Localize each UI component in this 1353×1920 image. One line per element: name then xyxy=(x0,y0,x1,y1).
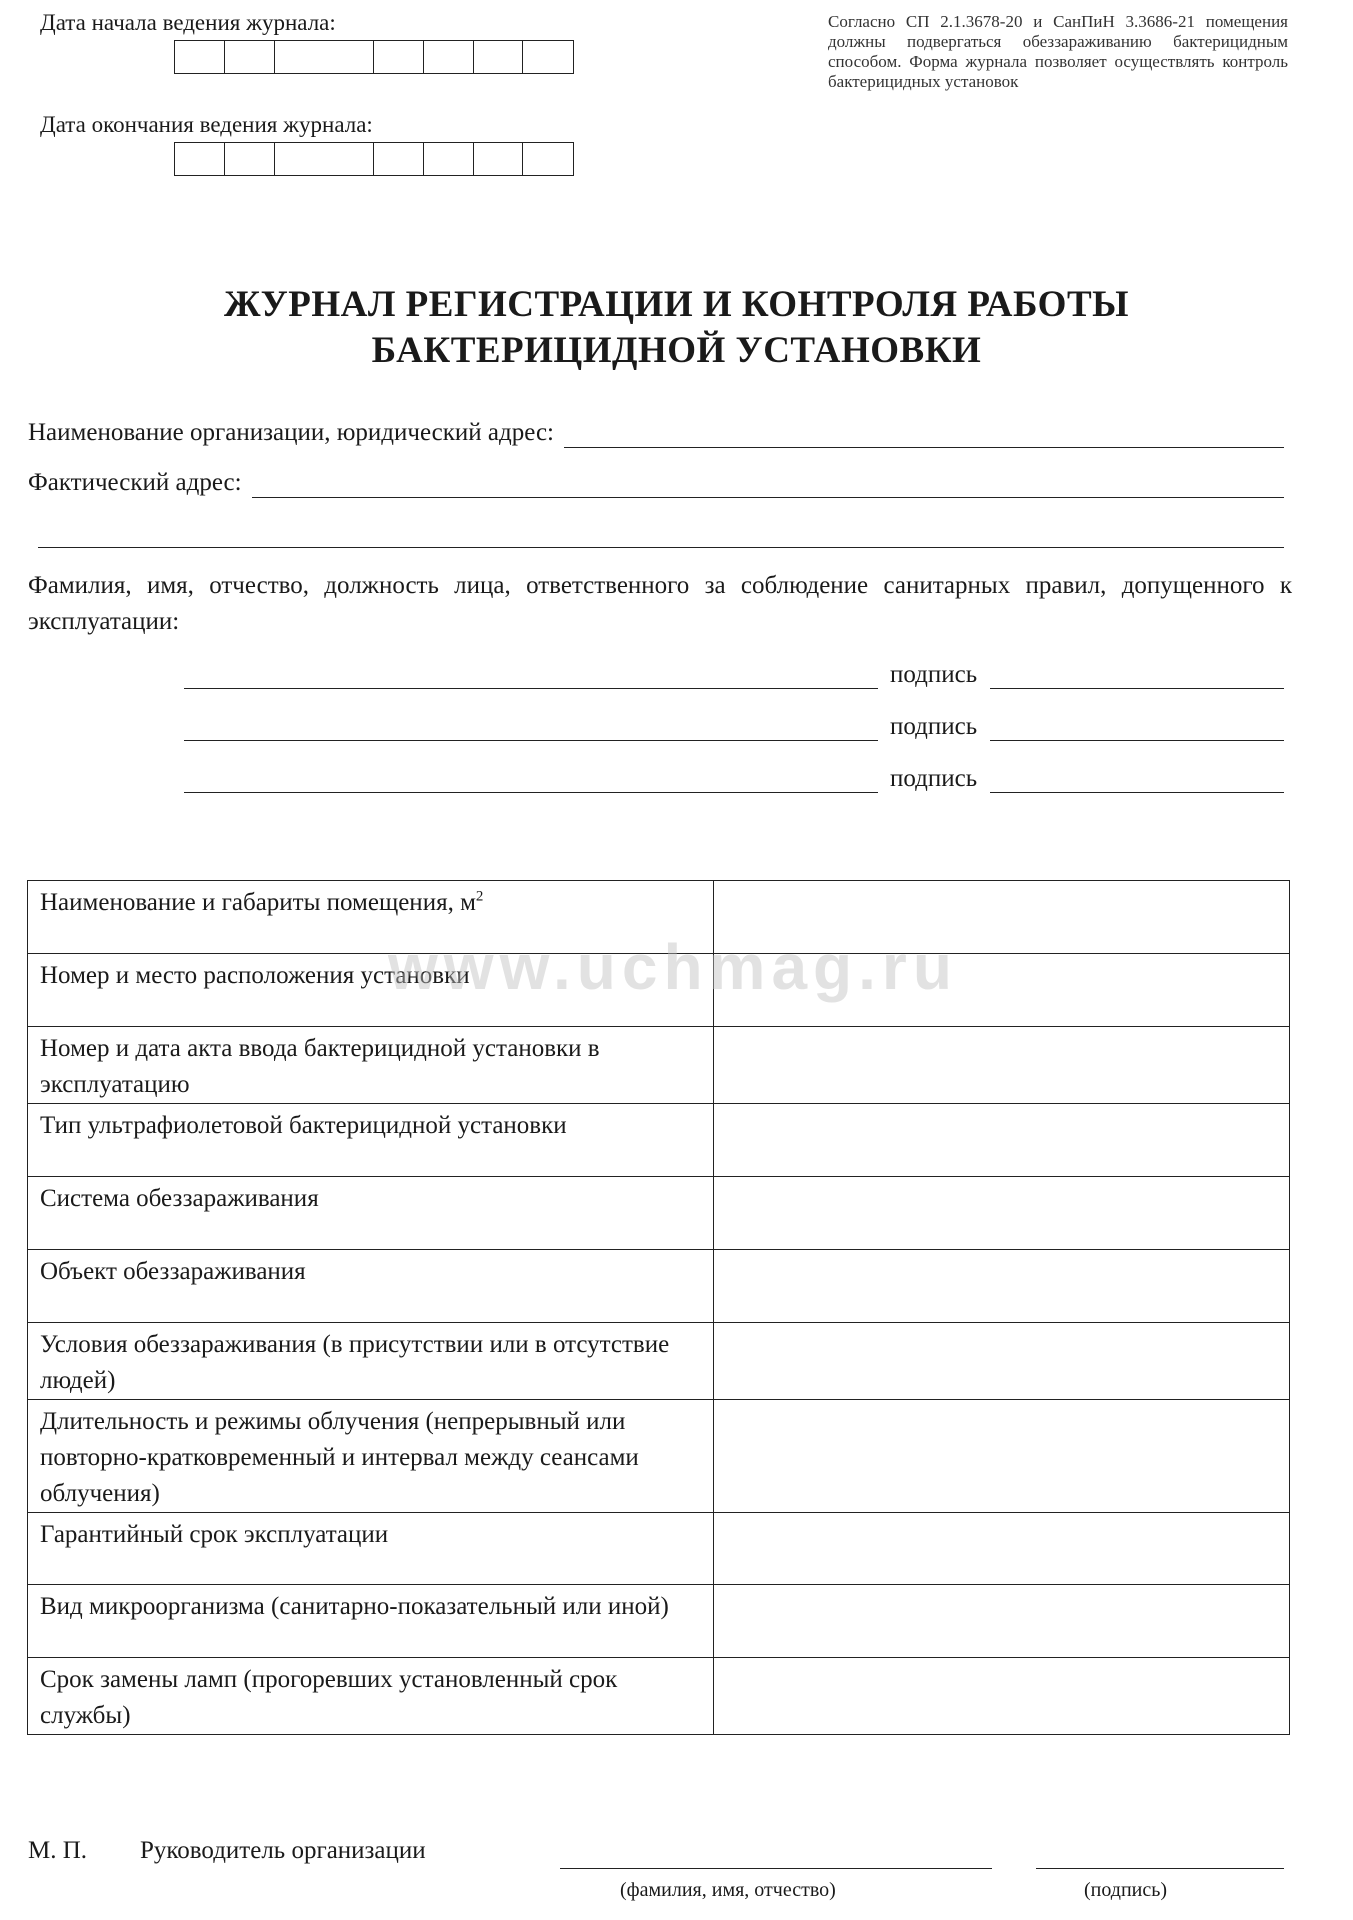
responsible-name-line-3[interactable] xyxy=(184,792,878,793)
start-date-boxes[interactable] xyxy=(174,40,574,74)
row-label: Тип ультрафиолетовой бактерицидной установки xyxy=(28,1104,714,1177)
date-box[interactable] xyxy=(523,41,573,73)
org-field-input[interactable] xyxy=(564,423,1284,448)
row-label: Гарантийный срок эксплуатации xyxy=(28,1513,714,1585)
row-label: Номер и дата акта ввода бактерицидной установки в эксплуатацию xyxy=(28,1027,714,1104)
table-row xyxy=(28,1658,1290,1735)
signature-label-1: подпись xyxy=(890,661,978,688)
end-date-label: Дата окончания ведения журнала: xyxy=(40,112,373,137)
row-value[interactable] xyxy=(714,1513,1290,1585)
table-row xyxy=(28,1513,1290,1585)
responsible-name-line-2[interactable] xyxy=(184,740,878,741)
end-date-boxes[interactable] xyxy=(174,142,574,176)
address-extra-line[interactable] xyxy=(38,547,1284,548)
date-box[interactable] xyxy=(175,41,225,73)
row-value[interactable] xyxy=(714,1400,1290,1513)
actual-address-input[interactable] xyxy=(252,473,1284,498)
date-box[interactable] xyxy=(225,143,275,175)
actual-address-field xyxy=(28,468,1284,498)
org-field xyxy=(28,418,1284,448)
date-box[interactable] xyxy=(523,143,573,175)
row-label: Номер и место расположения установки xyxy=(28,954,714,1027)
title-line-2: БАКТЕРИЦИДНОЙ УСТАНОВКИ xyxy=(371,330,982,371)
name-caption: (фамилия, имя, отчество) xyxy=(620,1879,836,1901)
table-row xyxy=(28,1250,1290,1323)
row-label: Длительность и режимы облучения (непрерывный или повторно-кратковременный и интервал между сеансами облучения) xyxy=(28,1400,714,1513)
head-signature-line[interactable] xyxy=(1036,1868,1284,1869)
table-row xyxy=(28,1400,1290,1513)
stamp-label: М. П. xyxy=(28,1837,88,1864)
date-box[interactable] xyxy=(424,41,474,73)
date-box[interactable] xyxy=(275,143,375,175)
row-value[interactable] xyxy=(714,1177,1290,1250)
row-label: Вид микроорганизма (санитарно-показательный или иной) xyxy=(28,1585,714,1658)
date-box[interactable] xyxy=(275,41,375,73)
table-row xyxy=(28,1027,1290,1104)
row-value[interactable] xyxy=(714,1027,1290,1104)
start-date-label: Дата начала ведения журнала: xyxy=(40,10,336,35)
row-value[interactable] xyxy=(714,1323,1290,1400)
table-row xyxy=(28,1104,1290,1177)
row-label: Срок замены ламп (прогоревших установленный срок службы) xyxy=(28,1658,714,1735)
head-name-line[interactable] xyxy=(560,1868,992,1869)
installation-info-table xyxy=(27,880,1290,1735)
signature-label-2: подпись xyxy=(890,713,978,740)
head-of-organization-label: Руководитель организации xyxy=(140,1837,426,1864)
date-box[interactable] xyxy=(225,41,275,73)
row-value[interactable] xyxy=(714,1658,1290,1735)
date-box[interactable] xyxy=(474,143,524,175)
page-title xyxy=(0,282,1353,374)
date-box[interactable] xyxy=(424,143,474,175)
org-field-label: Наименование организации, юридический адрес: xyxy=(28,419,554,446)
site-watermark: www.uchmag.ru xyxy=(388,931,958,1003)
table-row xyxy=(28,1323,1290,1400)
row-value[interactable] xyxy=(714,1585,1290,1658)
responsible-person-text: Фамилия, имя, отчество, должность лица, ответственного за соблюдение санитарных правил, допущенного к эксплуатации: xyxy=(28,572,1292,635)
row-label: Объект обеззараживания xyxy=(28,1250,714,1323)
signature-caption: (подпись) xyxy=(1084,1879,1168,1901)
table-row xyxy=(28,1585,1290,1658)
row-value[interactable] xyxy=(714,1250,1290,1323)
responsible-name-line-1[interactable] xyxy=(184,688,878,689)
signature-line-1[interactable] xyxy=(990,688,1284,689)
row-label: Наименование и габариты помещения, $м^2$ xyxy=(28,881,714,954)
date-box[interactable] xyxy=(374,41,424,73)
date-box[interactable] xyxy=(374,143,424,175)
date-box[interactable] xyxy=(474,41,524,73)
title-line-1: ЖУРНАЛ РЕГИСТРАЦИИ И КОНТРОЛЯ РАБОТЫ xyxy=(224,284,1129,325)
date-box[interactable] xyxy=(175,143,225,175)
row-label: Система обеззараживания xyxy=(28,1177,714,1250)
signature-line-2[interactable] xyxy=(990,740,1284,741)
actual-address-label: Фактический адрес: xyxy=(28,469,242,496)
table-row xyxy=(28,1177,1290,1250)
row-value[interactable] xyxy=(714,1104,1290,1177)
signature-line-3[interactable] xyxy=(990,792,1284,793)
signature-label-3: подпись xyxy=(890,765,978,792)
regulation-note: Согласно СП 2.1.3678-20 и СанПиН 3.3686-21 помещения должны подвергаться обеззараживанию бактерицидным способом. Форма журнала позволяет осуществлять контроль бактерицидных установок xyxy=(828,12,1288,91)
row-label: Условия обеззараживания (в присутствии или в отсутствие людей) xyxy=(28,1323,714,1400)
